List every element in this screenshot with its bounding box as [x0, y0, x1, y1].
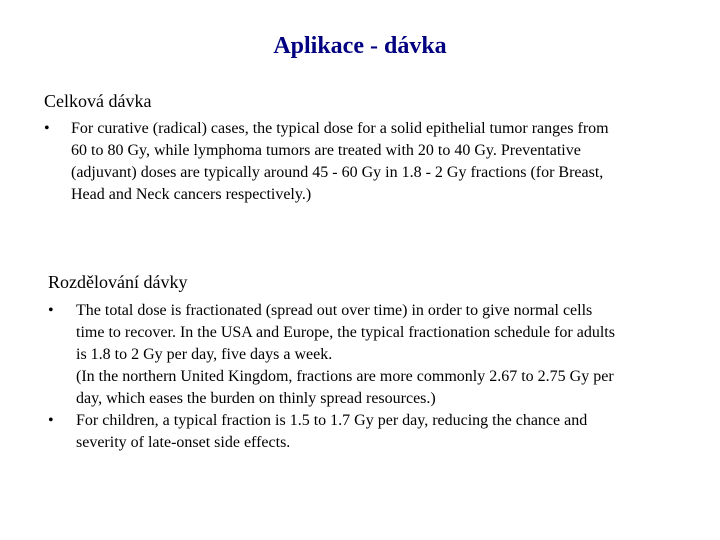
- bullet-list-rozdelovani-davky: [48, 300, 698, 454]
- bullet-item: [48, 410, 698, 454]
- bullet-item: [44, 118, 694, 206]
- bullet-icon: •: [48, 302, 54, 319]
- bullet-text: [71, 118, 694, 206]
- bullet-icon: •: [44, 120, 50, 137]
- text-line: severity of late-onset side effects.: [76, 434, 291, 451]
- text-line: (adjuvant) doses are typically around 45 - 60 Gy in 1.8 - 2 Gy fractions (for Breast,: [71, 164, 604, 181]
- bullet-text: [76, 410, 698, 454]
- section-heading-rozdelovani-davky: Rozdělování dávky: [48, 272, 188, 292]
- text-line: Head and Neck cancers respectively.): [71, 186, 312, 203]
- bullet-list-celkova-davka: [44, 118, 694, 206]
- bullet-text: [76, 300, 698, 410]
- text-line: For curative (radical) cases, the typical dose for a solid epithelial tumor ranges from: [71, 120, 609, 137]
- text-line: day, which eases the burden on thinly spread resources.): [76, 390, 436, 407]
- bullet-icon: •: [48, 412, 54, 429]
- section-heading-celkova-davka: Celková dávka: [44, 91, 152, 111]
- text-line: 60 to 80 Gy, while lymphoma tumors are treated with 20 to 40 Gy. Preventative: [71, 142, 581, 159]
- bullet-item: [48, 300, 698, 410]
- text-line: For children, a typical fraction is 1.5 to 1.7 Gy per day, reducing the chance and: [76, 412, 588, 429]
- slide-title: Aplikace - dávka: [273, 33, 447, 59]
- text-line: is 1.8 to 2 Gy per day, five days a week.: [76, 346, 333, 363]
- text-line: time to recover. In the USA and Europe, the typical fractionation schedule for adults: [76, 324, 615, 341]
- text-line: (In the northern United Kingdom, fractions are more commonly 2.67 to 2.75 Gy per: [76, 368, 614, 385]
- text-line: The total dose is fractionated (spread out over time) in order to give normal cells: [76, 302, 593, 319]
